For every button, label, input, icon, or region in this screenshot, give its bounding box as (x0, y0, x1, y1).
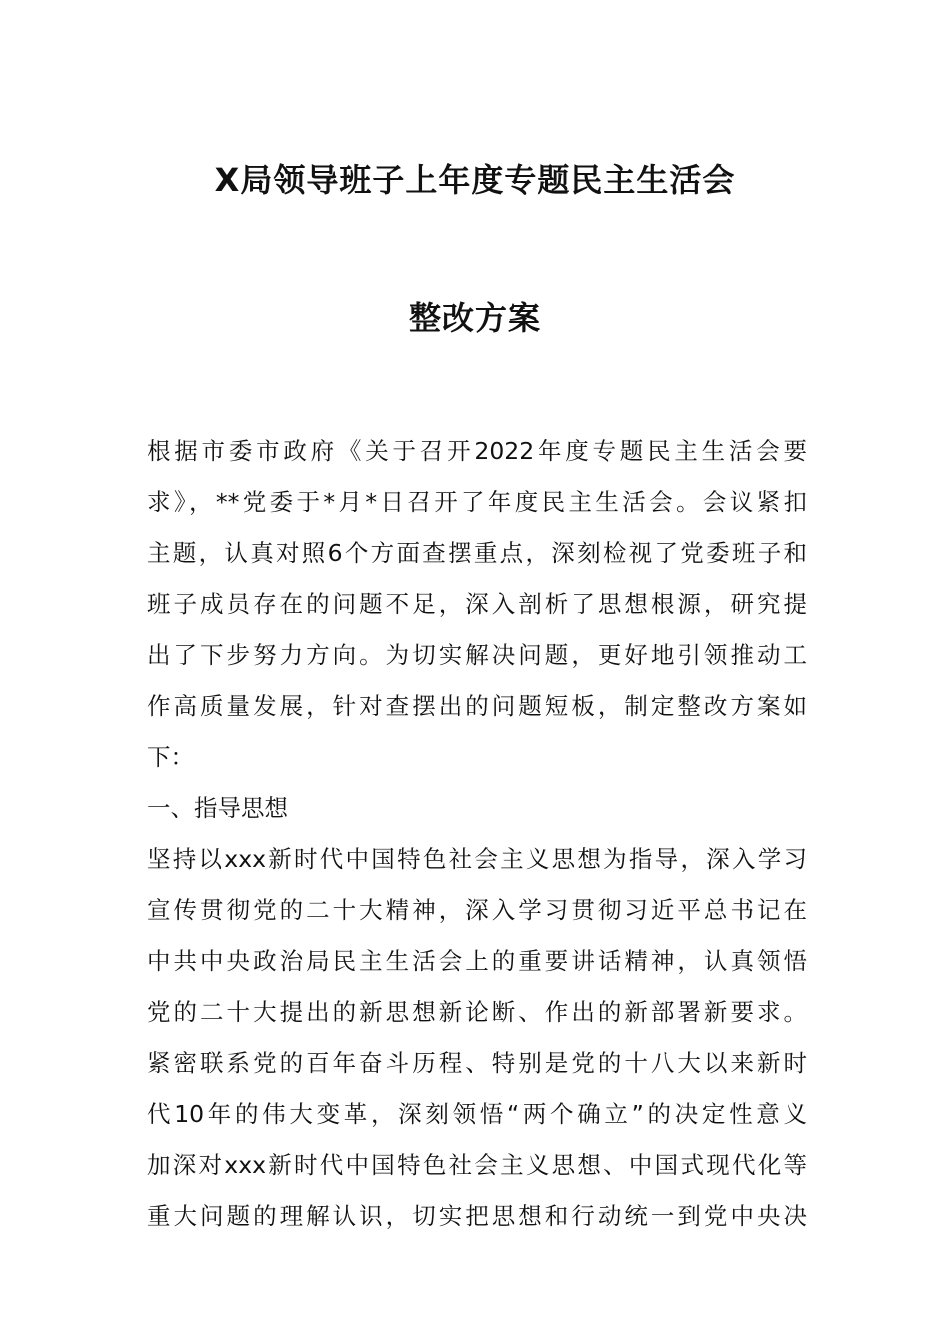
section-paragraph-line: 加深对xxx新时代中国特色社会主义思想、中国式现代化等 (147, 1151, 807, 1179)
document-title-line-1: X局领导班子上年度专题民主生活会 (214, 161, 736, 199)
document-title-line-2: 整改方案 (408, 299, 541, 337)
section-paragraph-line: 坚持以xxx新时代中国特色社会主义思想为指导，深入学习 (147, 845, 807, 873)
section-paragraph-line: 代10年的伟大变革，深刻领悟“两个确立”的决定性意义 (147, 1100, 807, 1128)
intro-paragraph-line: 求》，**党委于*月*日召开了年度民主生活会。会议紧扣 (147, 488, 807, 516)
section-paragraph-line: 重大问题的理解认识，切实把思想和行动统一到党中央决 (147, 1202, 807, 1230)
section-paragraph-line: 党的二十大提出的新思想新论断、作出的新部署新要求。 (147, 998, 807, 1026)
document-body (147, 426, 807, 1242)
section-heading: 一、指导思想 (147, 794, 288, 822)
section-paragraph-line: 中共中央政治局民主生活会上的重要讲话精神，认真领悟 (147, 947, 807, 975)
intro-paragraph-line: 下： (147, 743, 194, 771)
section-paragraph-line: 宣传贯彻党的二十大精神，深入学习贯彻习近平总书记在 (147, 896, 807, 924)
intro-paragraph-line: 作高质量发展，针对查摆出的问题短板，制定整改方案如 (147, 692, 807, 720)
intro-paragraph-line: 主题，认真对照6个方面查摆重点，深刻检视了党委班子和 (147, 539, 807, 567)
intro-paragraph-line: 出了下步努力方向。为切实解决问题，更好地引领推动工 (147, 641, 807, 669)
section-paragraph-line: 紧密联系党的百年奋斗历程、特别是党的十八大以来新时 (147, 1049, 807, 1077)
intro-paragraph-line: 班子成员存在的问题不足，深入剖析了思想根源，研究提 (147, 590, 807, 618)
intro-paragraph-line: 根据市委市政府《关于召开2022年度专题民主生活会要 (147, 437, 807, 465)
